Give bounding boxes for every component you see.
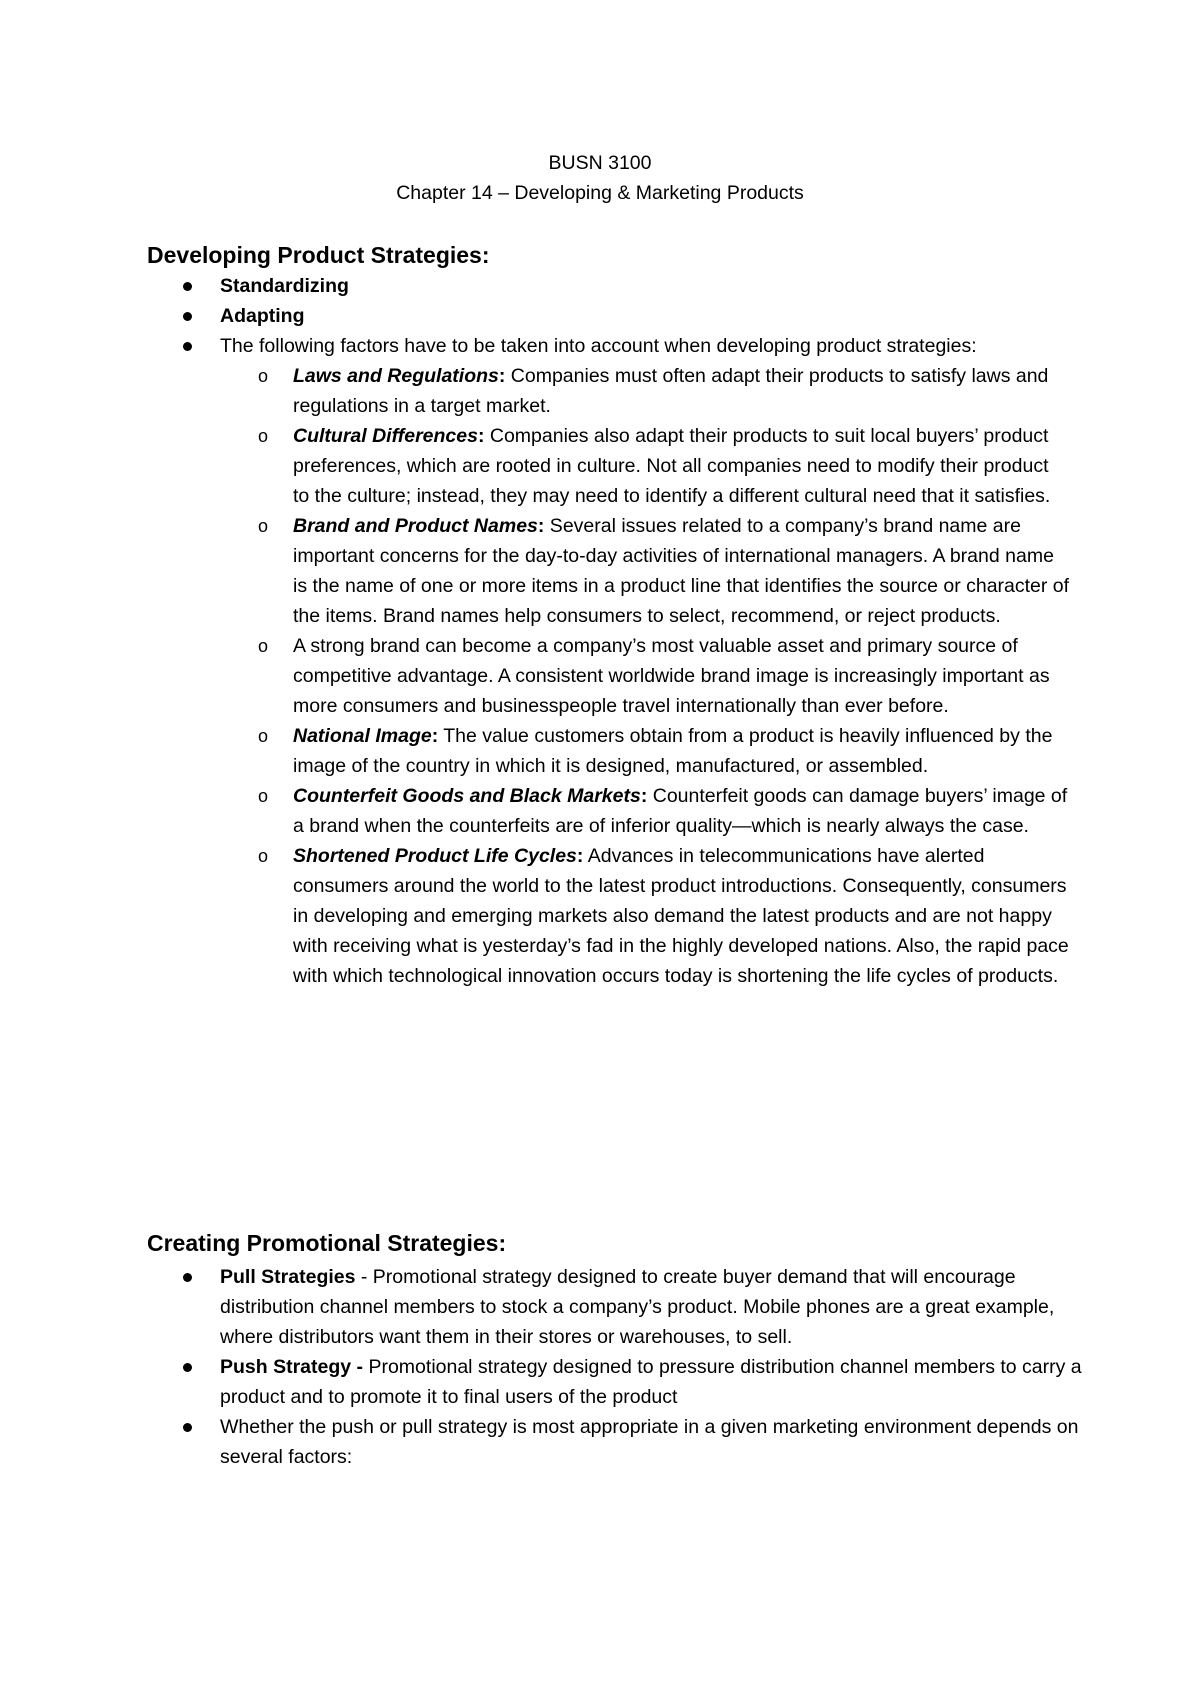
list-item [0,301,1090,331]
list-item [0,1412,1090,1472]
term-colon: : [537,515,545,537]
term-colon: : [576,845,584,867]
bullet-icon [183,312,192,321]
list-item [0,271,1090,301]
sub-list-item [0,511,1070,631]
sub-list-item [0,781,1070,841]
course-code: BUSN 3100 [548,152,652,174]
circle-bullet-icon: o [258,426,269,446]
list-item [0,1352,1090,1412]
term-colon: : [477,425,485,447]
factor-term: Counterfeit Goods and Black Markets [293,785,641,807]
bullet-icon [183,342,192,351]
factor-description: Advances in telecommunications have alerted consumers around the world to the latest product introductions. Consequently, consumers in developing and emerging markets also demand the latest products and are not happy with receiving what is yesterday’s fad in the highly developed nations. Also, the rapid pace with which technological innovation occurs today is shortening the life cycles of products. [293,845,1069,987]
strategy-description: Whether the push or pull strategy is most appropriate in a given marketing environment depends on several factors: [220,1416,1079,1468]
sub-list-item [0,841,1070,991]
factor-term: Laws and Regulations [293,365,499,387]
strategy-name: Push Strategy - [220,1356,364,1378]
circle-bullet-icon: o [258,846,269,866]
bullet-icon [183,1423,192,1432]
sub-list-item [0,361,1070,421]
circle-bullet-icon: o [258,516,269,536]
factor-term: Cultural Differences [293,425,478,447]
list-item [0,331,1090,361]
section-heading-promotional-strategies: Creating Promotional Strategies: [147,1230,507,1256]
list-item [0,1262,1090,1352]
circle-bullet-icon: o [258,786,269,806]
factor-term: Brand and Product Names [293,515,538,537]
list-item-text: Adapting [220,305,305,327]
promotional-strategies-list [0,1262,1200,1472]
factor-description: Companies must often adapt their products to satisfy laws and regulations in a target market. [293,365,1049,417]
factor-description: Companies also adapt their products to suit local buyers’ product preferences, which are rooted in culture. Not all companies need to modify their product to the culture; instead, they may need to identify a different cultural need that it satisfies. [293,425,1051,507]
section-heading-product-strategies: Developing Product Strategies: [147,242,490,268]
strategy-name: Pull Strategies [220,1266,356,1288]
circle-bullet-icon: o [258,726,269,746]
sub-list-item [0,721,1070,781]
chapter-title: Chapter 14 – Developing & Marketing Products [396,182,804,204]
factor-term: Shortened Product Life Cycles [293,845,577,867]
sub-list-item [0,421,1070,511]
circle-bullet-icon: o [258,636,269,656]
bullet-icon [183,1273,192,1282]
strategy-description: - Promotional strategy designed to create buyer demand that will encourage distribution channel members to stock a company’s product. Mobile phones are a great example, where distributors want them in their stores or warehouses, to sell. [220,1266,1055,1348]
term-colon: : [640,785,648,807]
factor-description: Several issues related to a company’s brand name are important concerns for the day-to-day activities of international managers. A brand name is the name of one or more items in a product line that identifies the source or character of the items. Brand names help consumers to select, recommend, or reject products. [293,515,1070,627]
product-strategies-list [0,271,1200,991]
strategy-description: Promotional strategy designed to pressure distribution channel members to carry a product and to promote it to final users of the product [220,1356,1082,1408]
list-item-text: Standardizing [220,275,349,297]
factor-description: A strong brand can become a company’s most valuable asset and primary source of competitive advantage. A consistent worldwide brand image is increasingly important as more consumers and businesspeople travel internationally than ever before. [293,635,1050,717]
bullet-icon [183,1363,192,1372]
factor-description: Counterfeit goods can damage buyers’ image of a brand when the counterfeits are of inferior quality—which is nearly always the case. [293,785,1068,837]
list-item-text: The following factors have to be taken into account when developing product strategies: [220,335,977,357]
term-colon: : [498,365,506,387]
term-colon: : [431,725,439,747]
circle-bullet-icon: o [258,366,269,386]
sub-list-item [0,631,1070,721]
factor-description: The value customers obtain from a product is heavily influenced by the image of the country in which it is designed, manufactured, or assembled. [293,725,1053,777]
factor-term: National Image [293,725,432,747]
bullet-icon [183,282,192,291]
